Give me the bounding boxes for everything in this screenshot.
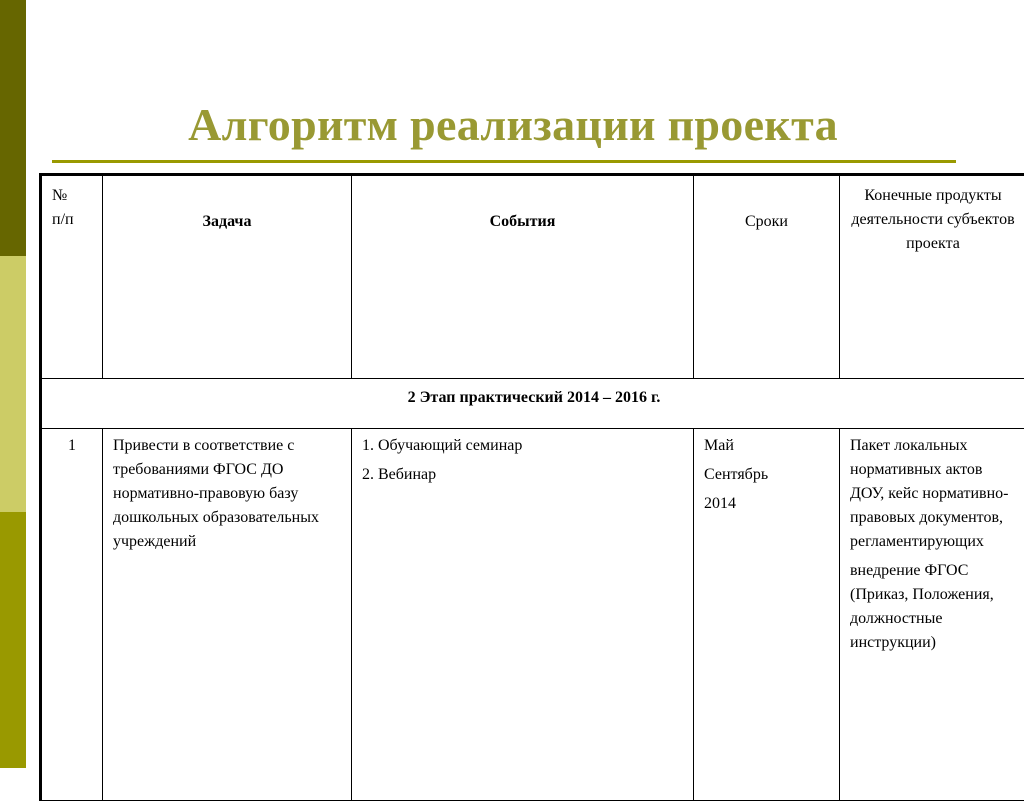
term-item: Май bbox=[704, 434, 829, 458]
term-item: Сентябрь bbox=[704, 463, 829, 487]
event-item: 1. Обучающий семинар bbox=[362, 434, 683, 458]
row-products bbox=[840, 429, 1024, 801]
project-algorithm-table bbox=[39, 173, 1024, 801]
header-events: События bbox=[352, 175, 694, 379]
stage-row bbox=[41, 379, 1024, 429]
header-number-label: п/п bbox=[52, 208, 92, 232]
slide-title: Алгоритм реализации проекта bbox=[40, 98, 986, 151]
side-bar-top bbox=[0, 0, 26, 256]
row-events bbox=[352, 429, 694, 801]
product-item: Пакет локальных нормативных актов ДОУ, кейс нормативно-правовых документов, регламентирующих bbox=[850, 434, 1016, 554]
table-row bbox=[41, 429, 1024, 801]
row-number: 1 bbox=[41, 429, 103, 801]
product-item: внедрение ФГОС (Приказ, Положения, должностные инструкции) bbox=[850, 559, 1016, 655]
title-underline bbox=[52, 160, 956, 163]
side-bar-middle bbox=[0, 256, 26, 512]
row-task: Привести в соответствие с требованиями ФГОС ДО нормативно-правовую базу дошкольных образовательных учреждений bbox=[103, 429, 352, 801]
header-task: Задача bbox=[103, 175, 352, 379]
header-number bbox=[41, 175, 103, 379]
header-number-symbol: № bbox=[52, 184, 92, 208]
term-item: 2014 bbox=[704, 492, 829, 516]
header-products: Конечные продукты деятельности субъектов проекта bbox=[840, 175, 1024, 379]
side-bar-bottom bbox=[0, 512, 26, 768]
row-terms bbox=[694, 429, 840, 801]
table-header-row bbox=[41, 175, 1024, 379]
header-terms: Сроки bbox=[694, 175, 840, 379]
stage-label: 2 Этап практический 2014 – 2016 г. bbox=[41, 379, 1024, 429]
event-item: 2. Вебинар bbox=[362, 463, 683, 487]
